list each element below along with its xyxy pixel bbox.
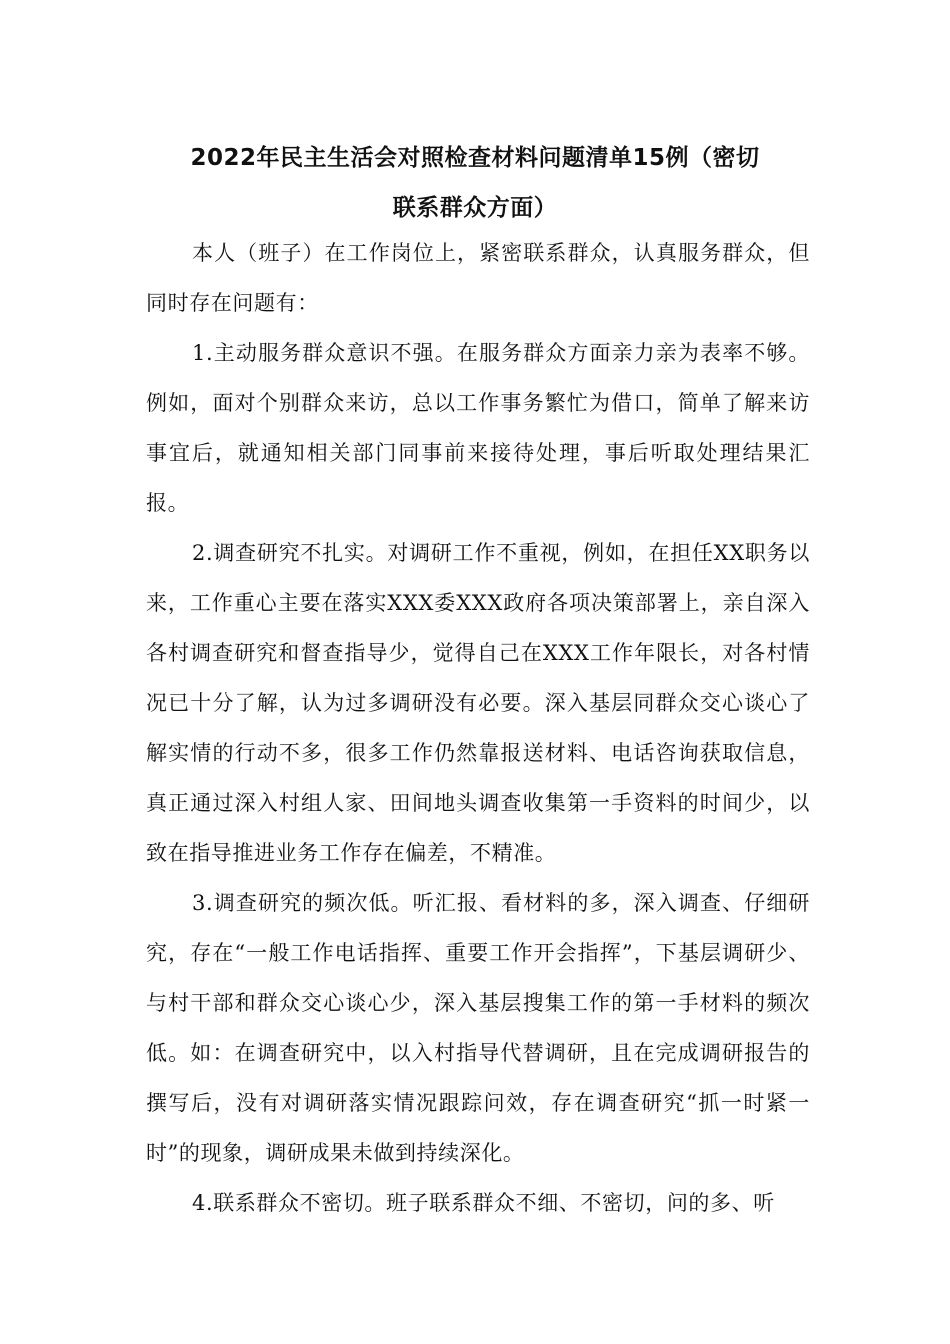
issue-paragraph-4: 4.联系群众不密切。班子联系群众不细、不密切，问的多、听 bbox=[192, 1191, 775, 1215]
document-title-line-1: 2022年民主生活会对照检查材料问题清单15例（密切 bbox=[190, 145, 760, 171]
issue-paragraph-1: 1.主动服务群众意识不强。在服务群众方面亲力亲为表率不够。例如，面对个别群众来访，总以工作事务繁忙为借口，简单了解来访事宜后，就通知相关部门同事前来接待处理，事后听取处理结果汇报。 bbox=[146, 341, 810, 515]
issue-paragraph-2: 2.调查研究不扎实。对调研工作不重视，例如，在担任XX职务以来，工作重心主要在落实XXX委XXX政府各项决策部署上，亲自深入各村调查研究和督查指导少，觉得自己在XXX工作年限长，对各村情况已十分了解，认为过多调研没有必要。深入基层同群众交心谈心了解实情的行动不多，很多工作仍然靠报送材料、电话咨询获取信息，真正通过深入村组人家、田间地头调查收集第一手资料的时间少，以致在指导推进业务工作存在偏差，不精准。 bbox=[146, 541, 810, 865]
document-title-line-2: 联系群众方面） bbox=[392, 195, 558, 221]
document-body bbox=[146, 228, 810, 1228]
document-title bbox=[148, 133, 802, 233]
issue-paragraph-3: 3.调查研究的频次低。听汇报、看材料的多，深入调查、仔细研究，存在“一般工作电话指挥、重要工作开会指挥”，下基层调研少、与村干部和群众交心谈心少，深入基层搜集工作的第一手材料的频次低。如：在调查研究中，以入村指导代替调研，且在完成调研报告的撰写后，没有对调研落实情况跟踪问效，存在调查研究“抓一时紧一时”的现象，调研成果未做到持续深化。 bbox=[146, 891, 810, 1165]
intro-paragraph: 本人（班子）在工作岗位上，紧密联系群众，认真服务群众，但同时存在问题有： bbox=[146, 241, 810, 315]
